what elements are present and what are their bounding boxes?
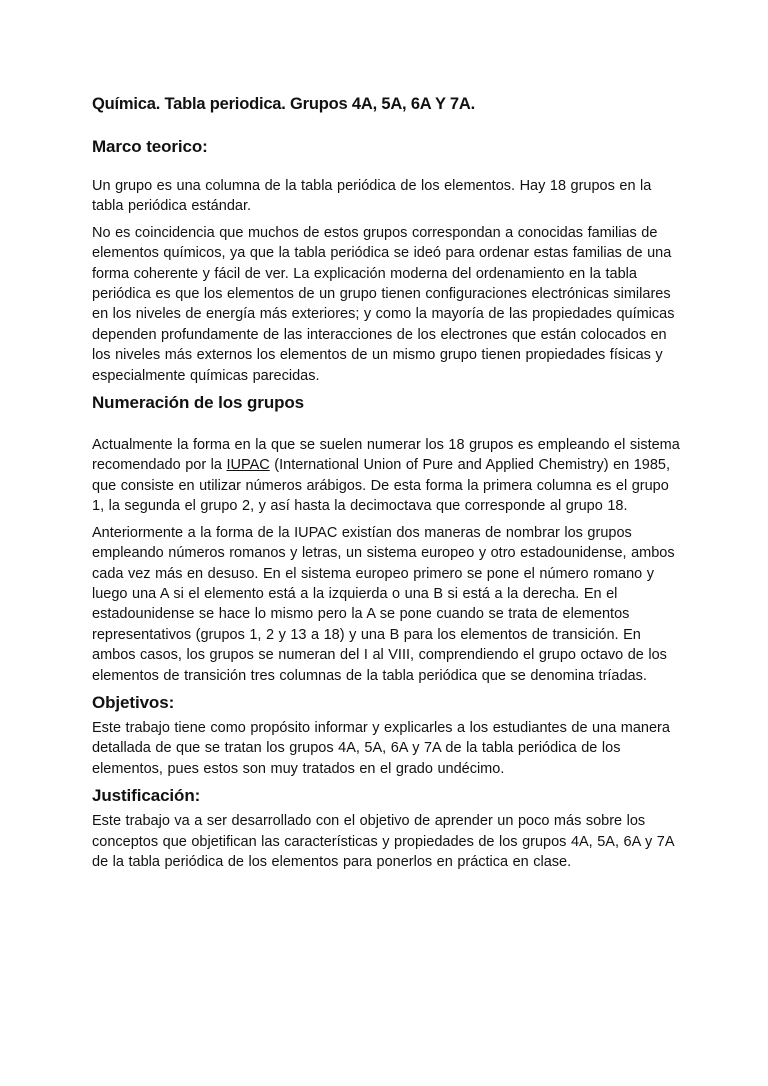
document-title: Química. Tabla periodica. Grupos 4A, 5A, 6A Y 7A. bbox=[92, 95, 475, 113]
justificacion-paragraph: Este trabajo va a ser desarrollado con el objetivo de aprender un poco más sobre los conceptos que objetifican las características y propiedades de los grupos 4A, 5A, 6A y 7A de la tabla periódica de los elementos para ponerlos en práctica en clase. bbox=[92, 813, 674, 870]
numeracion-paragraph-1 bbox=[92, 435, 682, 517]
iupac-link[interactable]: IUPAC bbox=[226, 457, 270, 474]
numeracion-text-after-link: (International Union of Pure and Applied Chemistry) en 1985, que consiste en utilizar números arábigos. De esta forma la primera columna es el grupo 1, la segunda el grupo 2, y así hasta la decimoctava que corresponde al grupo 18. bbox=[92, 457, 671, 515]
document-page bbox=[92, 94, 682, 878]
marco-paragraph-2: No es coincidencia que muchos de estos grupos correspondan a conocidas familias de elementos químicos, ya que la tabla periódica se ideó para ordenar estas familias de una forma coherente y fácil de ver. La explicación moderna del ordenamiento en la tabla periódica es que los elementos de un grupo tienen configuraciones electrónicas similares en los niveles de energía más exteriores; y como la mayoría de las propiedades químicas dependen profundamente de las interacciones de los electrones que están colocados en los niveles más externos los elementos de un mismo grupo tienen propiedades físicas y especialmente químicas parecidas. bbox=[92, 224, 675, 384]
numeracion-text-before-link: Actualmente la forma en la que se suelen numerar los 18 grupos es empleando el sistema recomendado por la bbox=[92, 437, 680, 474]
heading-numeracion: Numeración de los grupos bbox=[92, 393, 305, 413]
heading-marco-teorico: Marco teorico: bbox=[92, 137, 208, 156]
heading-objetivos: Objetivos: bbox=[92, 692, 175, 712]
numeracion-paragraph-2: Anteriormente a la forma de la IUPAC existían dos maneras de nombrar los grupos empleando números romanos y letras, un sistema europeo y otro estadounidense, ambos cada vez más en desuso. En el sistema europeo primero se pone el número romano y luego una A si el elemento está a la izquierda o una B si está a la derecha. En el estadounidense se hace lo mismo pero la A se pone cuando se trata de elementos representativos (grupos 1, 2 y 13 a 18) y una B para los elementos de transición. En ambos casos, los grupos se numeran del I al VIII, comprendiendo el grupo octavo de los elementos de transición tres columnas de la tabla periódica que se denomina tríadas. bbox=[92, 524, 675, 684]
heading-justificacion: Justificación: bbox=[92, 786, 201, 806]
objetivos-paragraph: Este trabajo tiene como propósito informar y explicarles a los estudiantes de una manera detallada de que se tratan los grupos 4A, 5A, 6A y 7A de la tabla periódica de los elementos, pues estos son muy tratados en el grado undécimo. bbox=[92, 719, 670, 777]
marco-paragraph-1: Un grupo es una columna de la tabla periódica de los elementos. Hay 18 grupos en la tabla periódica estándar. bbox=[92, 178, 652, 215]
